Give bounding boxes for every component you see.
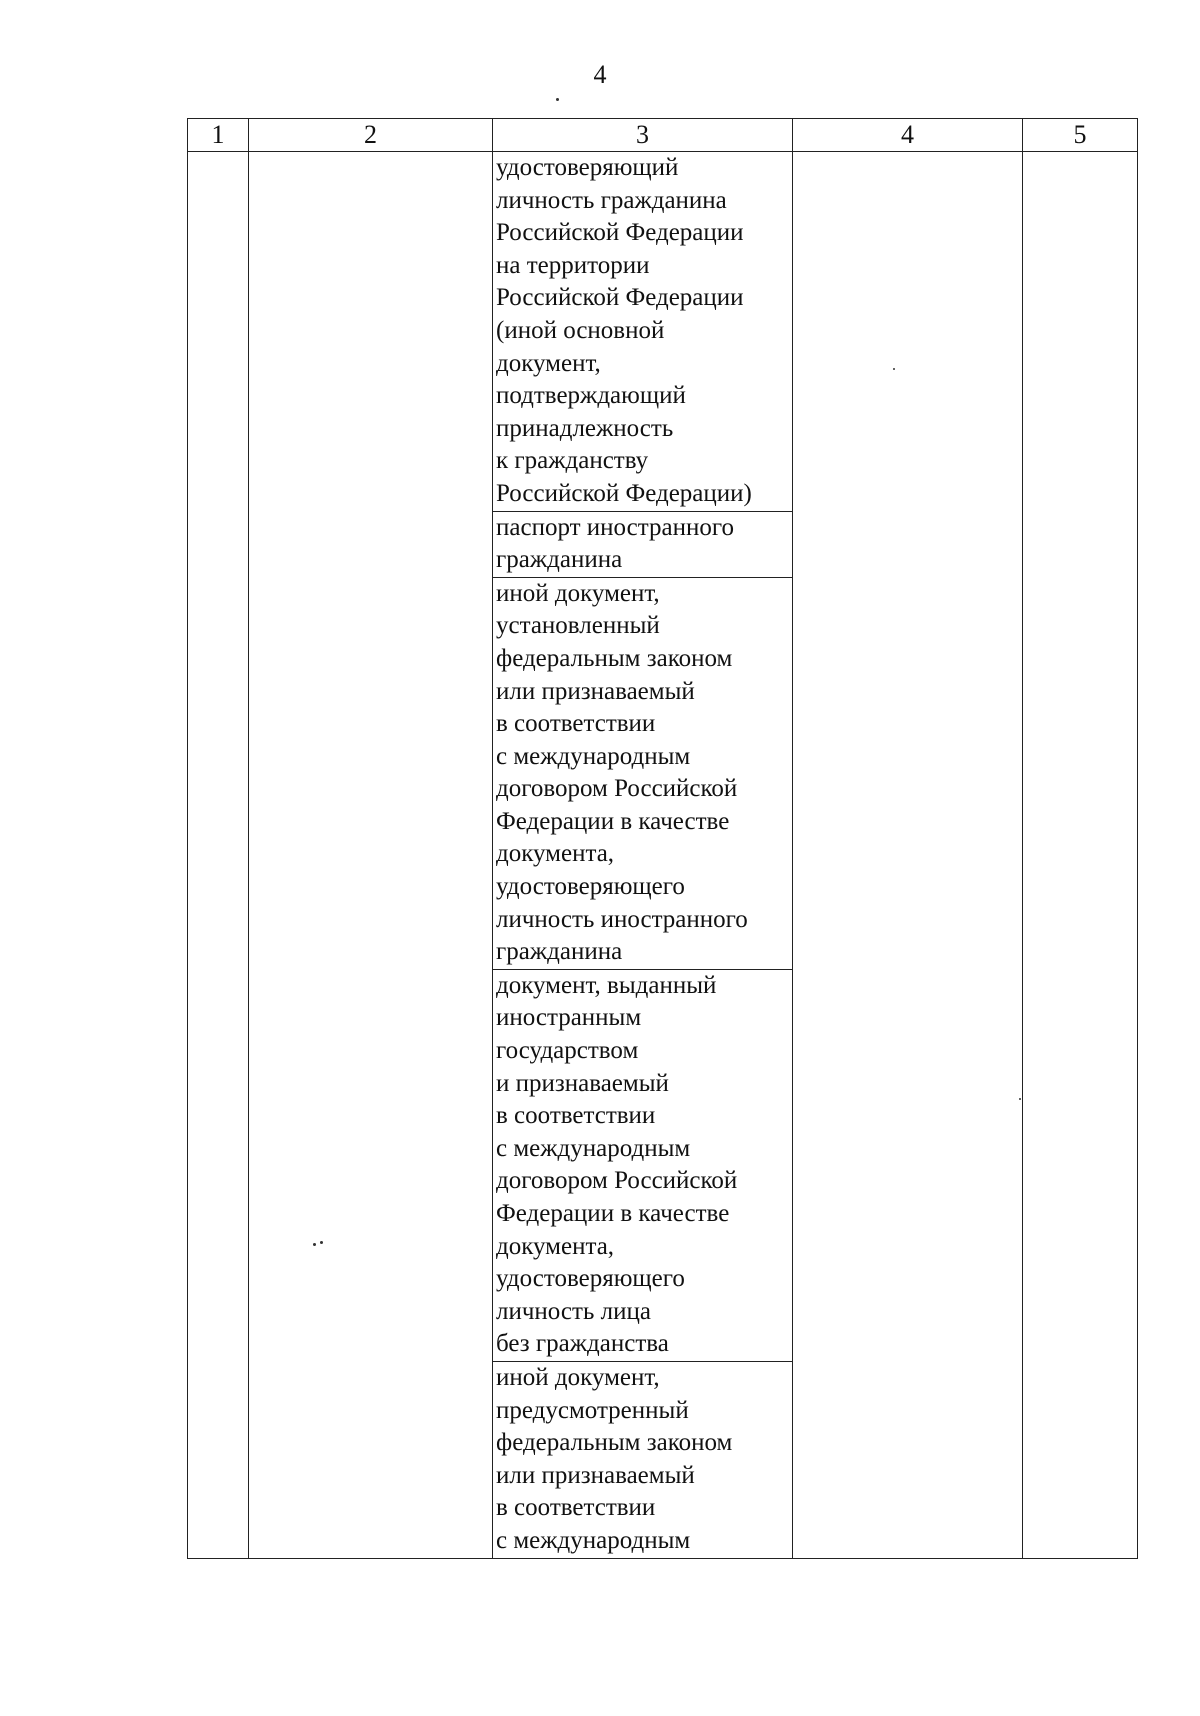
document-table [187, 118, 1138, 1559]
cell-col-1 [188, 152, 249, 1559]
scan-speck [556, 98, 559, 101]
document-type-entry: документ, выданный иностранным государством и признаваемый в соответствии с международным договором Российской Федерации в качестве документа, удостоверяющего личность лица без гражданства [493, 970, 792, 1362]
header-row [188, 119, 1138, 152]
header-col-1: 1 [188, 119, 249, 152]
document-type-entry: иной документ, установленный федеральным законом или признаваемый в соответствии с международным договором Российской Федерации в качестве документа, удостоверяющего личность иностранного гражданина [493, 578, 792, 970]
document-type-entry: удостоверяющий личность гражданина Российской Федерации на территории Российской Федерации (иной основной документ, подтверждающий принадлежность к гражданству Российской Федерации) [493, 152, 792, 512]
document-type-entry: паспорт иностранного гражданина [493, 512, 792, 578]
header-col-4: 4 [793, 119, 1023, 152]
header-col-5: 5 [1023, 119, 1138, 152]
document-type-entry: иной документ, предусмотренный федеральным законом или признаваемый в соответствии с международным [496, 1363, 733, 1554]
table-row [188, 152, 1138, 1559]
cell-col-2 [249, 152, 493, 1559]
header-col-3: 3 [493, 119, 793, 152]
cell-col-4 [793, 152, 1023, 1559]
cell-col-5 [1023, 152, 1138, 1559]
header-col-2: 2 [249, 119, 493, 152]
cell-col-3 [493, 152, 793, 1559]
page-number: 4 [593, 60, 607, 89]
